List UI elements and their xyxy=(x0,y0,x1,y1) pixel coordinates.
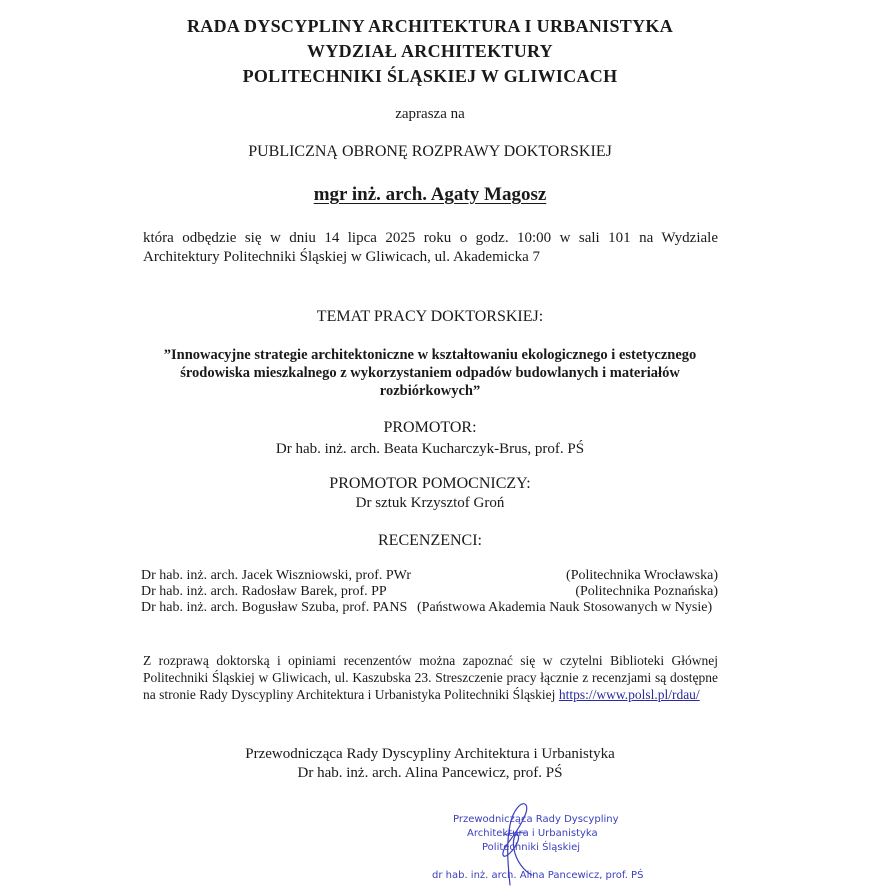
stamp-line-4: dr hab. inż. arch. Alina Pancewicz, prof. PŚ xyxy=(432,870,644,881)
stamp-line-2: Architektura i Urbanistyka xyxy=(467,828,598,839)
rdau-link[interactable]: https://www.polsl.pl/rdau/ xyxy=(558,687,700,702)
event-details: która odbędzie się w dniu 14 lipca 2025 roku o godz. 10:00 w sali 101 na Wydziale Architektury Politechniki Śląskiej w Gliwicach, ul. Akademicka 7 xyxy=(143,230,718,265)
stamp-line-1: Przewodnicząca Rady Dyscypliny xyxy=(453,814,619,825)
header-line-2: WYDZIAŁ ARCHITEKTURY xyxy=(307,41,553,61)
reviewer-institution: (Państwowa Akademia Nauk Stosowanych w Nysie) xyxy=(417,600,713,615)
header-line-1: RADA DYSCYPLINY ARCHITEKTURA I URBANISTYKA xyxy=(186,16,673,36)
reviewer-name: Dr hab. inż. arch. Jacek Wiszniowski, prof. PWr xyxy=(141,568,411,583)
thesis-topic: ”Innowacyjne strategie architektoniczne w kształtowaniu ekologicznego i estetycznego środowiska mieszkalnego z wykorzystaniem odpadów budowlanych i materiałów rozbiórkowych” xyxy=(163,347,697,399)
promoter-label: PROMOTOR: xyxy=(383,419,477,436)
assistant-promoter-name: Dr sztuk Krzysztof Groń xyxy=(355,495,505,511)
reviewer-name: Dr hab. inż. arch. Radosław Barek, prof. PP xyxy=(141,584,387,599)
candidate-wrapper xyxy=(0,184,860,206)
stamp-line-3: Politechniki Śląskiej xyxy=(482,842,581,853)
availability-note xyxy=(143,652,718,703)
note-text: Z rozprawą doktorską i opiniami recenzentów można zapoznać się w czytelni Biblioteki Głównej Politechniki Śląskiej w Gliwicach, ul. Kaszubska 23. Streszczenie pracy łącznie z recenzjami są dostępne na stronie Rady Dyscypliny Architektura i Urbanistyka Politechniki Śląskiej xyxy=(143,653,718,702)
invite-text: zaprasza na xyxy=(395,106,465,122)
reviewers-label: RECENZENCI: xyxy=(378,532,482,549)
topic-label: TEMAT PRACY DOKTORSKIEJ: xyxy=(316,308,544,325)
header-line-3: POLITECHNIKI ŚLĄSKIEJ W GLIWICACH xyxy=(242,66,618,86)
reviewer-institution: (Politechnika Poznańska) xyxy=(575,584,718,599)
reviewer-name: Dr hab. inż. arch. Bogusław Szuba, prof. PANS xyxy=(141,600,408,615)
event-title: PUBLICZNĄ OBRONĘ ROZPRAWY DOKTORSKIEJ xyxy=(248,143,612,160)
signature-icon xyxy=(480,795,550,888)
chair-title: Przewodnicząca Rady Dyscypliny Architektura i Urbanistyka xyxy=(245,746,615,762)
official-stamp xyxy=(420,810,680,890)
assistant-promoter-label: PROMOTOR POMOCNICZY: xyxy=(329,475,531,492)
chair-name: Dr hab. inż. arch. Alina Pancewicz, prof. PŚ xyxy=(297,765,563,781)
candidate-name: mgr inż. arch. Agaty Magosz xyxy=(313,184,547,205)
promoter-name: Dr hab. inż. arch. Beata Kucharczyk-Brus, prof. PŚ xyxy=(275,441,585,457)
reviewer-institution: (Politechnika Wrocławska) xyxy=(566,568,718,583)
